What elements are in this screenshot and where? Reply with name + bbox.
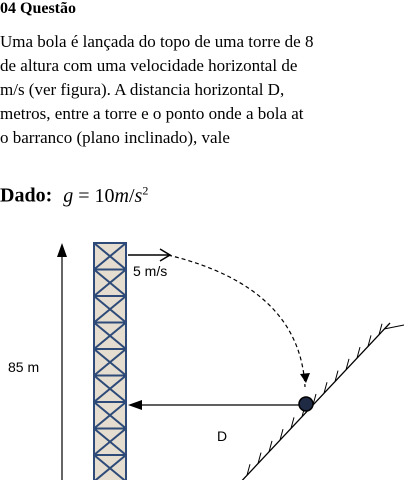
tower — [94, 243, 126, 480]
question-text-line: m/s (ver figura). A distancia horizontal D, — [0, 80, 285, 99]
distance-label: D — [217, 428, 228, 444]
projectile-figure — [0, 235, 415, 480]
question-text-line: metros, entre a torre e o ponto onde a bola at — [0, 104, 304, 123]
formula-g: g — [63, 184, 74, 207]
formula-unit-m: m — [114, 184, 129, 207]
formula-equals-value: = 10 — [73, 184, 115, 207]
gravity-formula — [63, 185, 148, 207]
velocity-label: 5 m/s — [133, 263, 168, 279]
formula-slash: / — [128, 184, 135, 207]
question-heading: 04 Questão — [0, 0, 76, 17]
given-data — [0, 183, 148, 208]
ball — [299, 397, 313, 411]
distance-arrow-head — [128, 400, 142, 410]
question-text-line: Uma bola é lançada do topo de uma torre de 8 — [0, 32, 314, 51]
trajectory-arrow-head — [300, 373, 310, 383]
incline-hatching — [247, 324, 404, 476]
formula-exponent: 2 — [142, 183, 149, 197]
height-label: 85 m — [8, 359, 40, 375]
question-text-line: o barranco (plano inclinado), vale — [0, 128, 230, 147]
question-text-line: de altura com uma velocidade horizontal de — [0, 56, 298, 75]
given-data-label: Dado: — [0, 184, 53, 207]
height-arrow-head — [57, 243, 67, 257]
formula-unit-s: s — [134, 184, 143, 207]
trajectory-path — [168, 255, 305, 387]
